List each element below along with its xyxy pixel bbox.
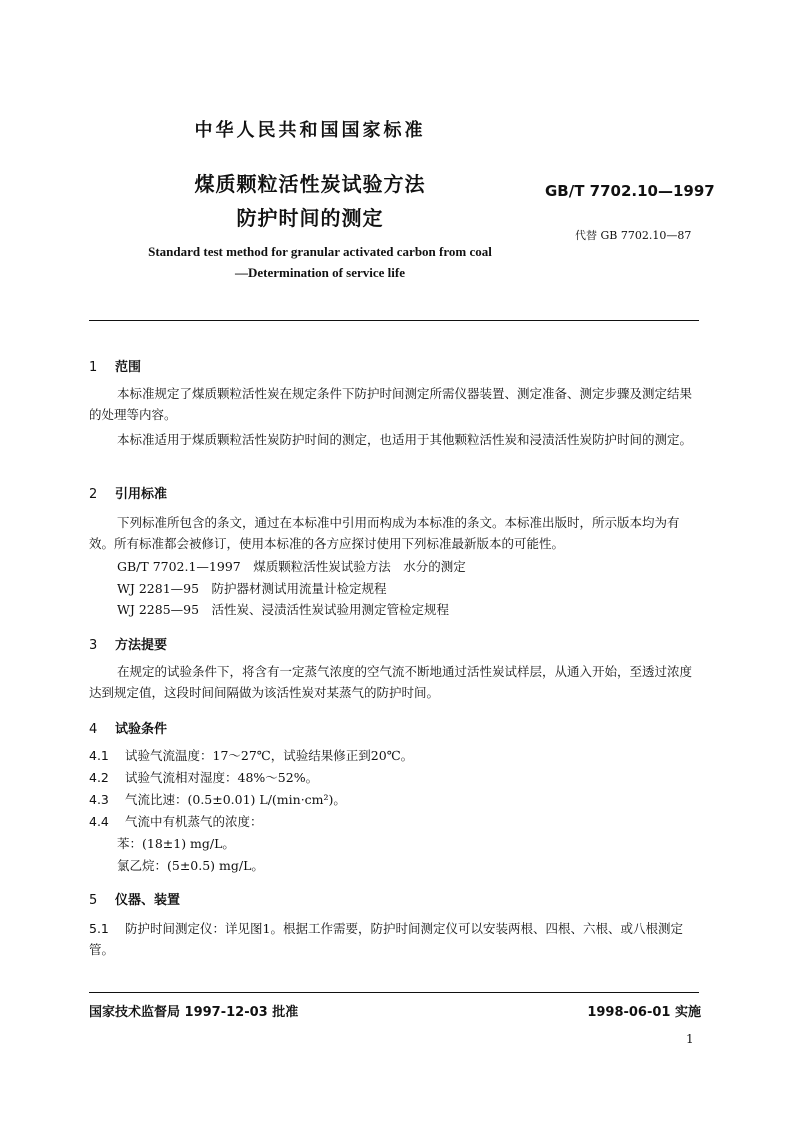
condition-item-4-2 <box>89 768 318 786</box>
section-title: 引用标准 <box>115 487 168 502</box>
condition-item-4-3 <box>89 790 346 808</box>
paragraph-text: 下列标准所包含的条文，通过在本标准中引用而构成为本标准的条文。本标准出版时，所示版本均为有效。所有标准都会被修订，使用本标准的各方应探讨使用下列标准最新版本的可能性。 <box>89 515 680 551</box>
english-title-line-1: Standard test method for granular activated carbon from coal <box>148 244 492 259</box>
clause-number: 5.1 <box>89 921 109 936</box>
clause-number: 4.4 <box>89 814 109 829</box>
section-title: 仪器、装置 <box>115 893 181 908</box>
paragraph-text: 在规定的试验条件下，将含有一定蒸气浓度的空气流不断地通过活性炭试样层，从通入开始，至透过浓度达到规定值，这段时间间隔做为该活性炭对某蒸气的防护时间。 <box>89 664 693 700</box>
clause-text: 气流中有机蒸气的浓度： <box>125 814 263 829</box>
section-3-heading <box>89 634 167 653</box>
english-title-line-2: —Determination of service life <box>234 265 406 280</box>
document-title-line-1: 煤质颗粒活性炭试验方法 <box>194 172 426 196</box>
section-title: 方法提要 <box>115 638 168 653</box>
page-number: 1 <box>686 1032 694 1046</box>
header-divider <box>89 320 699 321</box>
clause-number: 4.1 <box>89 748 109 763</box>
section-2-paragraph-1 <box>89 512 701 554</box>
reference-item-3: WJ 2285—95 活性炭、浸渍活性炭试验用测定管检定规程 <box>117 602 450 617</box>
reference-item-1: GB/T 7702.1—1997 煤质颗粒活性炭试验方法 水分的测定 <box>117 559 466 574</box>
national-standard-heading: 中华人民共和国国家标准 <box>194 120 426 141</box>
condition-item-4-1 <box>89 746 413 764</box>
footer-divider <box>89 992 699 993</box>
section-5-heading <box>89 889 180 908</box>
standard-code: GB/T 7702.10—1997 <box>545 182 715 200</box>
concentration-chloroethane: 氯乙烷：(5±0.5) mg/L。 <box>117 858 264 873</box>
section-number: 2 <box>89 487 98 502</box>
section-number: 3 <box>89 638 98 653</box>
approval-date: 国家技术监督局 1997-12-03 批准 <box>89 1005 299 1020</box>
paragraph-text: 本标准规定了煤质颗粒活性炭在规定条件下防护时间测定所需仪器装置、测定准备、测定步骤及测定结果的处理等内容。 <box>89 386 693 422</box>
section-number: 5 <box>89 893 98 908</box>
condition-item-4-4 <box>89 812 263 830</box>
clause-number: 4.3 <box>89 792 109 807</box>
section-1-paragraph-2 <box>89 429 701 450</box>
section-title: 试验条件 <box>115 722 168 737</box>
section-1-heading <box>89 356 141 375</box>
section-title: 范围 <box>115 360 142 375</box>
clause-text: 试验气流相对湿度：48%～52%。 <box>125 770 319 785</box>
clause-text: 试验气流温度：17～27℃，试验结果修正到20℃。 <box>125 748 414 763</box>
section-4-heading <box>89 718 167 737</box>
clause-number: 4.2 <box>89 770 109 785</box>
section-2-heading <box>89 483 167 502</box>
concentration-benzene: 苯：(18±1) mg/L。 <box>117 836 235 851</box>
reference-item-2: WJ 2281—95 防护器材测试用流量计检定规程 <box>117 581 387 596</box>
clause-5-1 <box>89 918 701 960</box>
paragraph-text: 本标准适用于煤质颗粒活性炭防护时间的测定，也适用于其他颗粒活性炭和浸渍活性炭防护时间的测定。 <box>117 432 693 447</box>
section-1-paragraph-1 <box>89 383 701 425</box>
section-3-paragraph-1 <box>89 661 701 703</box>
clause-text: 气流比速：(0.5±0.01) L/(min·cm²)。 <box>125 792 346 807</box>
section-number: 4 <box>89 722 98 737</box>
section-number: 1 <box>89 360 98 375</box>
clause-text: 防护时间测定仪：详见图1。根据工作需要，防护时间测定仪可以安装两根、四根、六根、或八根测定管。 <box>89 921 683 957</box>
effective-date: 1998-06-01 实施 <box>587 1005 701 1020</box>
replaces-note: 代替 GB 7702.10—87 <box>575 229 692 242</box>
document-title-line-2: 防护时间的测定 <box>236 206 384 230</box>
